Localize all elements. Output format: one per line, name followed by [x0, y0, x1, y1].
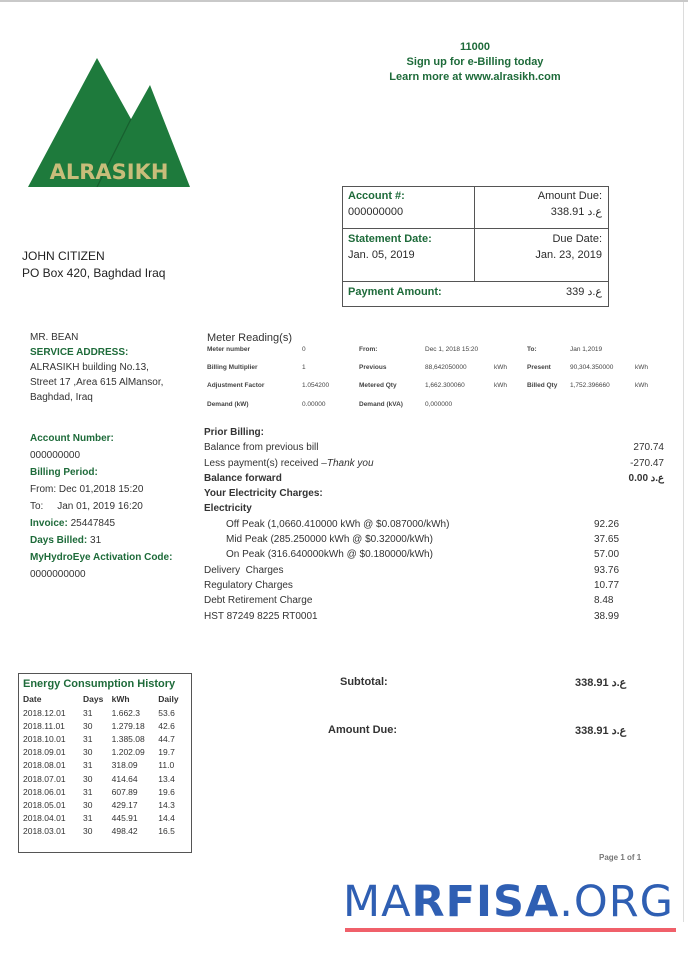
cell: 31 [82, 733, 93, 744]
energy-consumption-history [18, 673, 192, 853]
cell: 2018.05.01 [23, 799, 66, 810]
line-label: On Peak (316.640000kWh @ $0.180000/kWh) [226, 549, 433, 561]
meter-value: Jan 1,2019 [570, 346, 603, 353]
cell: 2018.11.01 [23, 720, 65, 731]
watermark-brand [343, 877, 678, 933]
amount-due-label: Amount Due: [328, 724, 398, 736]
mailing-address [22, 248, 165, 282]
service-address-line: Baghdad, Iraq [30, 392, 93, 403]
meter-value: 0,000000 [425, 401, 453, 408]
meter-value: 1 [302, 364, 306, 371]
table-row [23, 732, 187, 745]
invoice-value: 25447845 [70, 518, 116, 529]
page-top-border [0, 0, 688, 2]
due-date-label: Due Date: [552, 233, 602, 245]
invoice-label: Invoice: [30, 518, 68, 529]
line-label: Regulatory Charges [204, 579, 293, 591]
cell: 607.89 [111, 786, 138, 797]
line-amount: -270.47 [630, 457, 664, 469]
subtotal-label: Subtotal: [340, 676, 388, 688]
cell: 445.91 [111, 813, 138, 824]
account-number-value: 000000000 [30, 450, 81, 461]
cell: 1.279.18 [111, 720, 145, 731]
brand-text [343, 877, 678, 927]
billing-period-from: From: Dec 01,2018 15:20 [30, 484, 144, 495]
cell: 30 [82, 773, 93, 784]
statement-date-value: Jan. 05, 2019 [348, 249, 415, 261]
amount-due-value: 338.91 ع.د [550, 206, 602, 218]
account-number-value: 000000000 [348, 206, 404, 218]
account-number-label: Account Number: [30, 433, 114, 444]
meter-value: 1,662.300060 [425, 382, 465, 389]
cell: 13.4 [158, 773, 175, 784]
meter-value: 1,752.396660 [570, 382, 610, 389]
meter-value: 1.054200 [302, 382, 330, 389]
cell: 318.09 [111, 760, 138, 771]
line-label: Debt Retirement Charge [204, 595, 313, 607]
charge-row [204, 609, 664, 624]
thank-you-text: –Thank you [321, 457, 374, 469]
cell: 30 [82, 826, 93, 837]
promo-website: Learn more at www.alrasikh.com [389, 71, 561, 83]
logo-text: ALRASIKH [49, 160, 169, 184]
promo-block [380, 40, 570, 85]
meter-label: To: [527, 346, 537, 353]
meter-unit: kWh [635, 364, 648, 371]
cell: 1.202.09 [111, 747, 145, 758]
table-row [23, 719, 187, 732]
service-address-label: SERVICE ADDRESS: [30, 347, 129, 358]
cell: 11.0 [158, 760, 175, 771]
cell: 31 [82, 760, 93, 771]
line-label: HST 87249 8225 RT0001 [204, 610, 318, 622]
service-contact: MR. BEAN [30, 332, 79, 343]
service-address-block [30, 330, 200, 405]
cell: 31 [82, 813, 93, 824]
meter-label: Billed Qty [527, 382, 558, 389]
company-logo [28, 55, 190, 187]
cell: 30 [82, 747, 93, 758]
billing-details [204, 425, 664, 624]
cell: 42.6 [158, 720, 175, 731]
billing-period-to: To: Jan 01, 2019 16:20 [30, 501, 143, 512]
brand-underline [345, 928, 676, 932]
table-row [23, 812, 187, 825]
table-row [23, 759, 187, 772]
cell: 2018.07.01 [23, 773, 66, 784]
meter-value: Dec 1, 2018 15:20 [425, 346, 479, 353]
cell: 14.3 [158, 799, 175, 810]
cell: 2018.09.01 [23, 747, 66, 758]
line-amount: 8.48 [594, 595, 614, 607]
cell: 1.385.08 [111, 733, 145, 744]
cell: 44.7 [158, 733, 175, 744]
cell: 2018.06.01 [23, 786, 66, 797]
meter-label: Adjustment Factor [207, 382, 265, 389]
table-row [23, 825, 187, 838]
divider [343, 228, 608, 229]
line-amount: 38.99 [594, 610, 620, 622]
line-amount: 270.74 [633, 442, 664, 454]
column-header: Date [23, 693, 42, 704]
cell: 30 [82, 799, 93, 810]
cell: 30 [82, 720, 93, 731]
table-row [23, 746, 187, 759]
account-summary-box [342, 186, 609, 307]
billing-period-label: Billing Period: [30, 467, 98, 478]
balance-forward-row [204, 471, 664, 486]
line-amount: 92.26 [594, 518, 620, 530]
account-info-block [30, 430, 205, 583]
cell: 16.5 [158, 826, 175, 837]
line-label: Balance forward [204, 472, 282, 484]
line-label: Less payment(s) received [204, 457, 322, 469]
meter-value: 90,304.350000 [570, 364, 614, 371]
customer-address: PO Box 420, Baghdad Iraq [22, 266, 166, 280]
meter-label: Metered Qty [359, 382, 397, 389]
history-header-row [23, 691, 187, 706]
meter-value: 0.00000 [302, 401, 326, 408]
meter-label: Billing Multiplier [207, 364, 258, 371]
meter-label: Demand (kVA) [359, 401, 403, 408]
cell: 19.6 [158, 786, 175, 797]
brand-part: MA [343, 877, 412, 927]
balance-previous-row [204, 440, 664, 455]
service-address-line: Street 17 ,Area 615 AlMansor, [30, 377, 164, 388]
statement-date-label: Statement Date: [348, 233, 432, 245]
cell: 31 [82, 707, 93, 718]
amount-due-value: 338.91 ع.د [575, 725, 627, 737]
line-label: Delivery Charges [204, 564, 284, 576]
meter-unit: kWh [494, 364, 507, 371]
brand-part: RFISA [411, 877, 560, 927]
column-header: kWh [111, 693, 130, 704]
activation-code-label: MyHydroEye Activation Code: [30, 552, 173, 563]
customer-name: JOHN CITIZEN [22, 249, 105, 263]
meter-value: 88,642050000 [425, 364, 467, 371]
meter-readings-title: Meter Reading(s) [207, 332, 292, 344]
amount-due-label: Amount Due: [537, 190, 602, 202]
meter-unit: kWh [635, 382, 648, 389]
cell: 429.17 [111, 799, 138, 810]
meter-unit: kWh [494, 382, 507, 389]
page-number: Page 1 of 1 [599, 853, 642, 862]
line-amount: 37.65 [594, 534, 620, 546]
table-row [23, 785, 187, 798]
cell: 14.4 [158, 813, 175, 824]
electricity-heading: Electricity [204, 503, 252, 515]
meter-label: From: [359, 346, 378, 353]
line-amount: 10.77 [594, 579, 620, 591]
line-amount: 93.76 [594, 564, 620, 576]
cell: 2018.04.01 [23, 813, 66, 824]
charge-row [204, 593, 664, 608]
table-row [23, 706, 187, 719]
cell: 19.7 [158, 747, 175, 758]
line-label: Balance from previous bill [204, 442, 319, 454]
divider [474, 187, 475, 281]
cell: 2018.03.01 [23, 826, 66, 837]
column-header: Days [82, 693, 104, 704]
promo-code: 11000 [460, 41, 490, 53]
invoice-row [30, 515, 205, 532]
table-row [23, 772, 187, 785]
payment-amount-label: Payment Amount: [348, 286, 442, 298]
cell: 31 [82, 786, 93, 797]
meter-label: Present [527, 364, 551, 371]
cell: 2018.10.01 [23, 733, 66, 744]
charge-row [204, 532, 664, 547]
account-number-label: Account #: [348, 190, 405, 202]
subtotal-value: 338.91 ع.د [575, 677, 627, 689]
meter-value: 0 [302, 346, 306, 353]
days-billed-value: 31 [90, 535, 102, 546]
days-billed-row [30, 532, 205, 549]
cell: 2018.12.01 [23, 707, 66, 718]
column-header: Daily [158, 693, 179, 704]
history-title: Energy Consumption History [23, 678, 176, 690]
cell: 53.6 [158, 707, 175, 718]
prior-billing-heading: Prior Billing: [204, 427, 264, 438]
brand-part: .ORG [559, 877, 674, 927]
meter-label: Demand (kW) [207, 401, 249, 408]
divider [343, 281, 608, 282]
days-billed-label: Days Billed: [30, 535, 88, 546]
line-label: Off Peak (1,0660.410000 kWh @ $0.087000/kWh) [226, 518, 450, 530]
activation-code-value: 0000000000 [30, 569, 86, 580]
service-address-line: ALRASIKH building No.13, [30, 362, 149, 373]
cell: 498.42 [111, 826, 138, 837]
payment-amount-value: 339 ع.د [566, 286, 602, 298]
charge-row [204, 517, 664, 532]
due-date-value: Jan. 23, 2019 [535, 249, 602, 261]
table-row [23, 798, 187, 811]
meter-label: Previous [359, 364, 387, 371]
page-right-border [683, 2, 684, 922]
meter-label: Meter number [207, 346, 250, 353]
promo-signup: Sign up for e-Billing today [406, 56, 544, 68]
charge-row [204, 563, 664, 578]
mountain-logo-icon [28, 55, 190, 187]
charges-heading: Your Electricity Charges: [204, 488, 323, 500]
charge-row [204, 547, 664, 562]
line-label: Mid Peak (285.250000 kWh @ $0.32000/kWh) [226, 534, 433, 546]
payment-received-row [204, 456, 664, 471]
line-amount: 0.00 ع.د [628, 472, 664, 484]
cell: 1.662.3 [111, 707, 141, 718]
history-table [23, 691, 187, 838]
line-amount: 57.00 [594, 549, 620, 561]
cell: 2018.08.01 [23, 760, 66, 771]
cell: 414.64 [111, 773, 138, 784]
charge-row [204, 578, 664, 593]
